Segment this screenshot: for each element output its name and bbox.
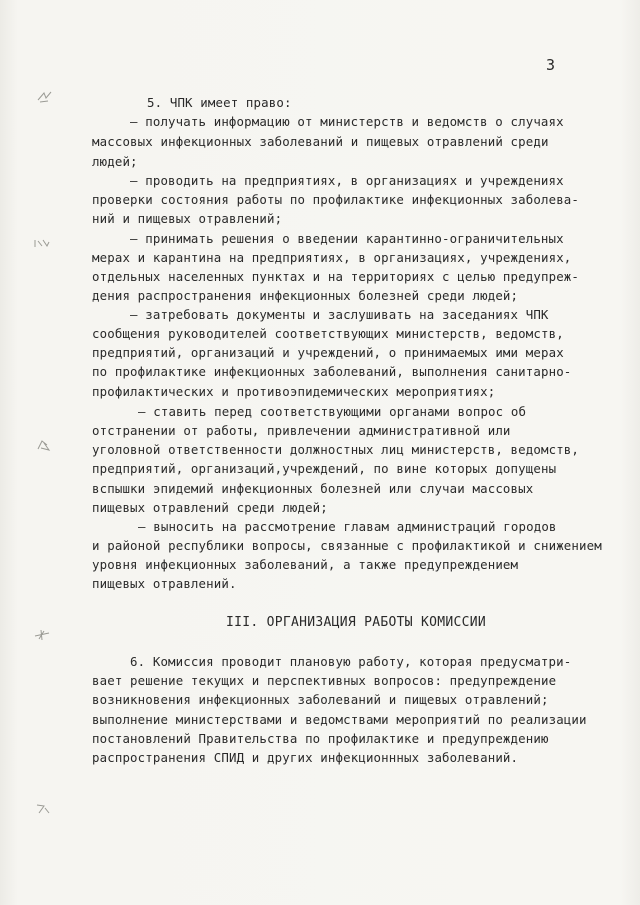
- text-line: – выносить на рассмотрение главам администраций городов: [138, 519, 557, 534]
- text-line: людей;: [92, 154, 138, 169]
- text-line: постановлений Правительства по профилактике и предупреждению: [92, 731, 549, 746]
- text-line: мерах и карантина на предприятиях, в организациях, учреждениях,: [92, 250, 572, 265]
- text-line: по профилактике инфекционных заболеваний, выполнения санитарно-: [92, 364, 572, 379]
- page-number: 3: [546, 56, 556, 74]
- text-line: вспышки эпидемий инфекционных болезней или случаи массовых: [92, 481, 534, 496]
- text-line: вает решение текущих и перспективных вопросов: предупреждение: [92, 673, 557, 688]
- text-line: 6. Комиссия проводит плановую работу, которая предусматри-: [130, 654, 572, 669]
- text-line: выполнение министерствами и ведомствами мероприятий по реализации: [92, 712, 587, 727]
- text-line: уровня инфекционных заболеваний, а также предупреждением: [92, 557, 519, 572]
- text-line: – проводить на предприятиях, в организациях и учреждениях: [130, 173, 564, 188]
- margin-mark-1: [36, 90, 54, 102]
- text-line: пищевых отравлений.: [92, 576, 237, 591]
- text-line: – принимать решения о введении карантинно-ограничительных: [130, 231, 564, 246]
- text-line: профилактических и противоэпидемических мероприятиях;: [92, 384, 496, 399]
- text-line: проверки состояния работы по профилактике инфекционных заболева-: [92, 192, 580, 207]
- margin-mark-2: [33, 236, 51, 248]
- text-line: распространения СПИД и других инфекционнных заболеваний.: [92, 750, 519, 765]
- text-line: массовых инфекционных заболеваний и пищевых отравлений среди: [92, 134, 549, 149]
- text-line: пищевых отравлений среди людей;: [92, 500, 328, 515]
- text-line: предприятий, организаций,учреждений, по вине которых допущены: [92, 461, 557, 476]
- text-line: ний и пищевых отравлений;: [92, 211, 283, 226]
- text-line: предприятий, организаций и учреждений, о принимаемых ими мерах: [92, 345, 564, 360]
- text-line: отстранении от работы, привлечении административной или: [92, 423, 511, 438]
- text-line: дения распространения инфекционных болезней среди людей;: [92, 288, 519, 303]
- section-5-title: 5. ЧПК имеет право:: [147, 95, 292, 110]
- text-line: – затребовать документы и заслушивать на заседаниях ЧПК: [130, 307, 549, 322]
- text-line: сообщения руководителей соответствующих министерств, ведомств,: [92, 326, 564, 341]
- margin-mark-4: [33, 628, 51, 640]
- text-line: и районой республики вопросы, связанные с профилактикой и снижением: [92, 538, 602, 553]
- text-line: уголовной ответственности должностных лиц министерств, ведомств,: [92, 442, 580, 457]
- margin-mark-5: [34, 802, 52, 814]
- section-heading: III. ОРГАНИЗАЦИЯ РАБОТЫ КОМИССИИ: [226, 615, 487, 630]
- margin-mark-3: [35, 438, 53, 450]
- text-line: отдельных населенных пунктах и на территориях с целью предупреж-: [92, 269, 580, 284]
- text-line: – получать информацию от министерств и ведомств о случаях: [130, 114, 564, 129]
- text-line: – ставить перед соответствующими органами вопрос об: [138, 404, 527, 419]
- text-line: возникновения инфекционных заболеваний и пищевых отравлений;: [92, 692, 549, 707]
